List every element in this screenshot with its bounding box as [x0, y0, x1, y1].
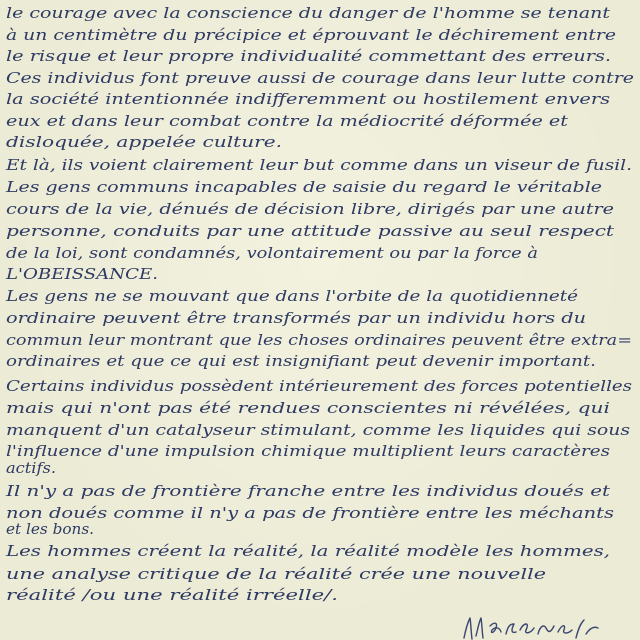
text-line: personne, conduits par une attitude passive au seul respect [6, 222, 616, 240]
text-line: l'influence d'une impulsion chimique multiplient leurs caractères [6, 442, 611, 460]
text-line: non doués comme il n'y a pas de frontière entre les méchants [6, 504, 615, 522]
text-line: le courage avec la conscience du danger de l'homme se tenant [6, 4, 612, 22]
text-line: disloquée, appelée culture. [6, 133, 282, 151]
text-line: de la loi, sont condamnés, volontairement ou par la force à [6, 244, 538, 262]
text-line: Les gens ne se mouvant que dans l'orbite de la quotidienneté [4, 287, 579, 305]
text-line: cours de la vie, dénués de décision libre, dirigés par une autre [6, 200, 615, 218]
text-line: et les bons. [6, 520, 95, 538]
text-line: à un centimètre du précipice et éprouvant le déchirement entre [6, 26, 616, 44]
text-line: Les hommes créent la réalité, la réalité modèle les hommes, [4, 542, 611, 560]
text-line: eux et dans leur combat contre la médiocrité déformée et [6, 112, 570, 130]
text-line: la société intentionnée indifferemment ou hostilement envers [6, 90, 611, 108]
text-line: commun leur montrant que les choses ordinaires peuvent être extra= [6, 331, 632, 349]
text-line: manquent d'un catalyseur stimulant, comme les liquides qui sous [6, 421, 631, 439]
text-line: mais qui n'ont pas été rendues conscientes ni révélées, qui [6, 399, 611, 417]
handwritten-signature [460, 612, 610, 640]
text-line: ordinaires et que ce qui est insignifiant peut devenir important. [6, 352, 596, 370]
text-line: le risque et leur propre individualité commettant des erreurs. [6, 47, 611, 65]
text-line: Il n'y a pas de frontière franche entre les individus doués et [4, 482, 612, 500]
text-line: ordinaire peuvent être transformés par un individu hors du [6, 309, 586, 327]
text-line: Certains individus possèdent intérieurement des forces potentielles [6, 377, 633, 395]
text-line: Ces individus font preuve aussi de courage dans leur lutte contre [6, 69, 635, 87]
text-line: Et là, ils voient clairement leur but comme dans un viseur de fusil. [4, 156, 633, 174]
text-line: Les gens communs incapables de saisie du regard le véritable [4, 178, 603, 196]
text-line: L'OBEISSANCE. [4, 265, 159, 283]
text-line: actifs. [6, 459, 56, 477]
text-line: une analyse critique de la réalité crée une nouvelle [6, 565, 547, 583]
text-line: réalité /ou une réalité irréelle/. [6, 586, 338, 604]
